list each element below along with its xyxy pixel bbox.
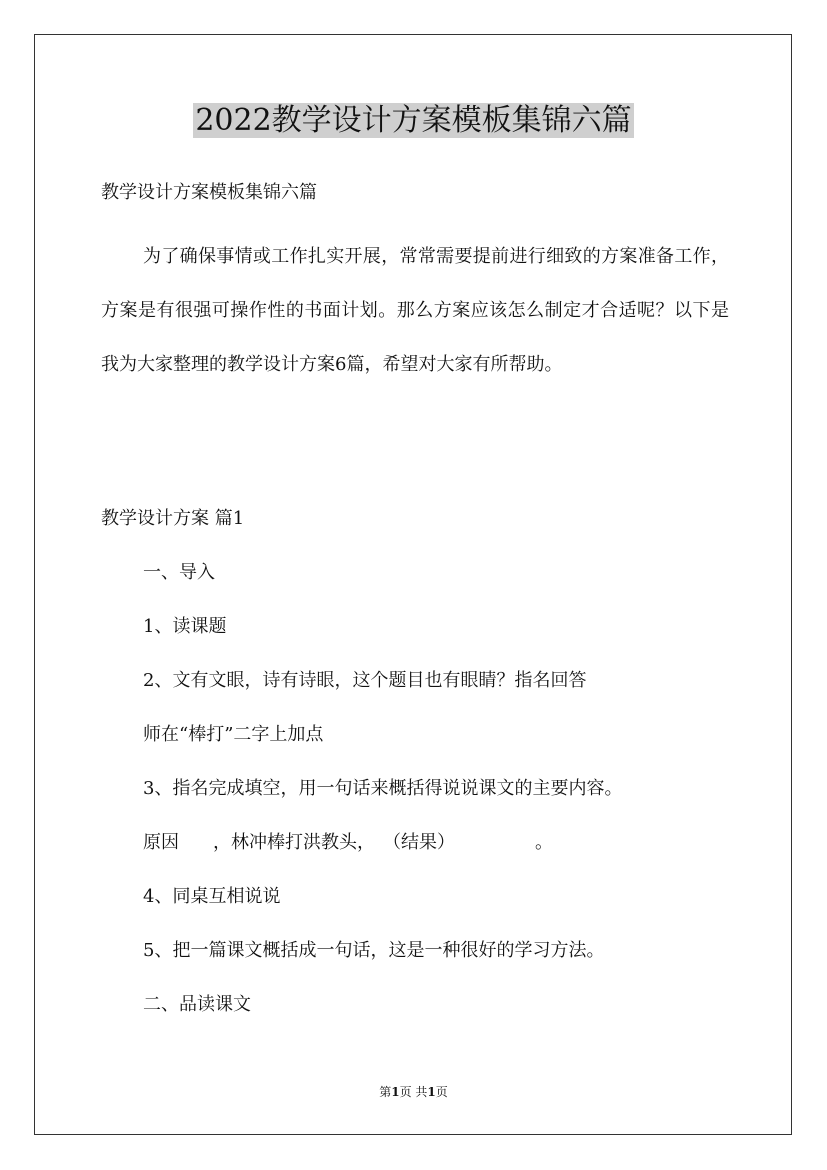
footer-prefix: 第 bbox=[379, 1085, 392, 1099]
list-item-fill-blank: 3、指名完成填空，用一句话来概括得说说课文的主要内容。 bbox=[143, 778, 623, 799]
footer-middle: 页 共 bbox=[399, 1085, 428, 1099]
fill-middle-text: ，林冲棒打洪教头， bbox=[213, 832, 375, 853]
list-item-read-title: 1、读课题 bbox=[143, 616, 227, 637]
intro-paragraph: 为了确保事情或工作扎实开展，常常需要提前进行细致的方案准备工作，方案是有很强可操作性的书面计划。那么方案应该怎么制定才合适呢？以下是我为大家整理的教学设计方案6篇，希望对大家有所帮助。 bbox=[101, 246, 729, 375]
step-heading-intro: 一、导入 bbox=[143, 562, 215, 583]
footer-suffix: 页 bbox=[435, 1085, 448, 1099]
list-item-summary-method: 5、把一篇课文概括成一句话，这是一种很好的学习方法。 bbox=[143, 940, 605, 961]
document-subtitle: 教学设计方案模板集锦六篇 bbox=[101, 182, 317, 203]
list-item-title-eye: 2、文有文眼，诗有诗眼，这个题目也有眼睛？指名回答 bbox=[143, 670, 587, 691]
document-title: 2022教学设计方案模板集锦六篇 bbox=[195, 103, 632, 138]
section-heading: 教学设计方案 篇1 bbox=[101, 508, 245, 529]
footer-total-pages: 1 bbox=[427, 1085, 436, 1099]
fill-end-mark: 。 bbox=[535, 832, 553, 853]
step-heading-reading: 二、品读课文 bbox=[143, 994, 251, 1015]
fill-cause-label: 原因 bbox=[143, 832, 179, 853]
list-item-desk-mates: 4、同桌互相说说 bbox=[143, 886, 281, 907]
page-footer bbox=[0, 1084, 827, 1100]
footer-page-number: 1 bbox=[391, 1085, 400, 1099]
fill-blank-sentence bbox=[143, 830, 553, 856]
fill-result-label: （结果） bbox=[383, 832, 455, 853]
teacher-note: 师在“棒打”二字上加点 bbox=[143, 724, 324, 745]
